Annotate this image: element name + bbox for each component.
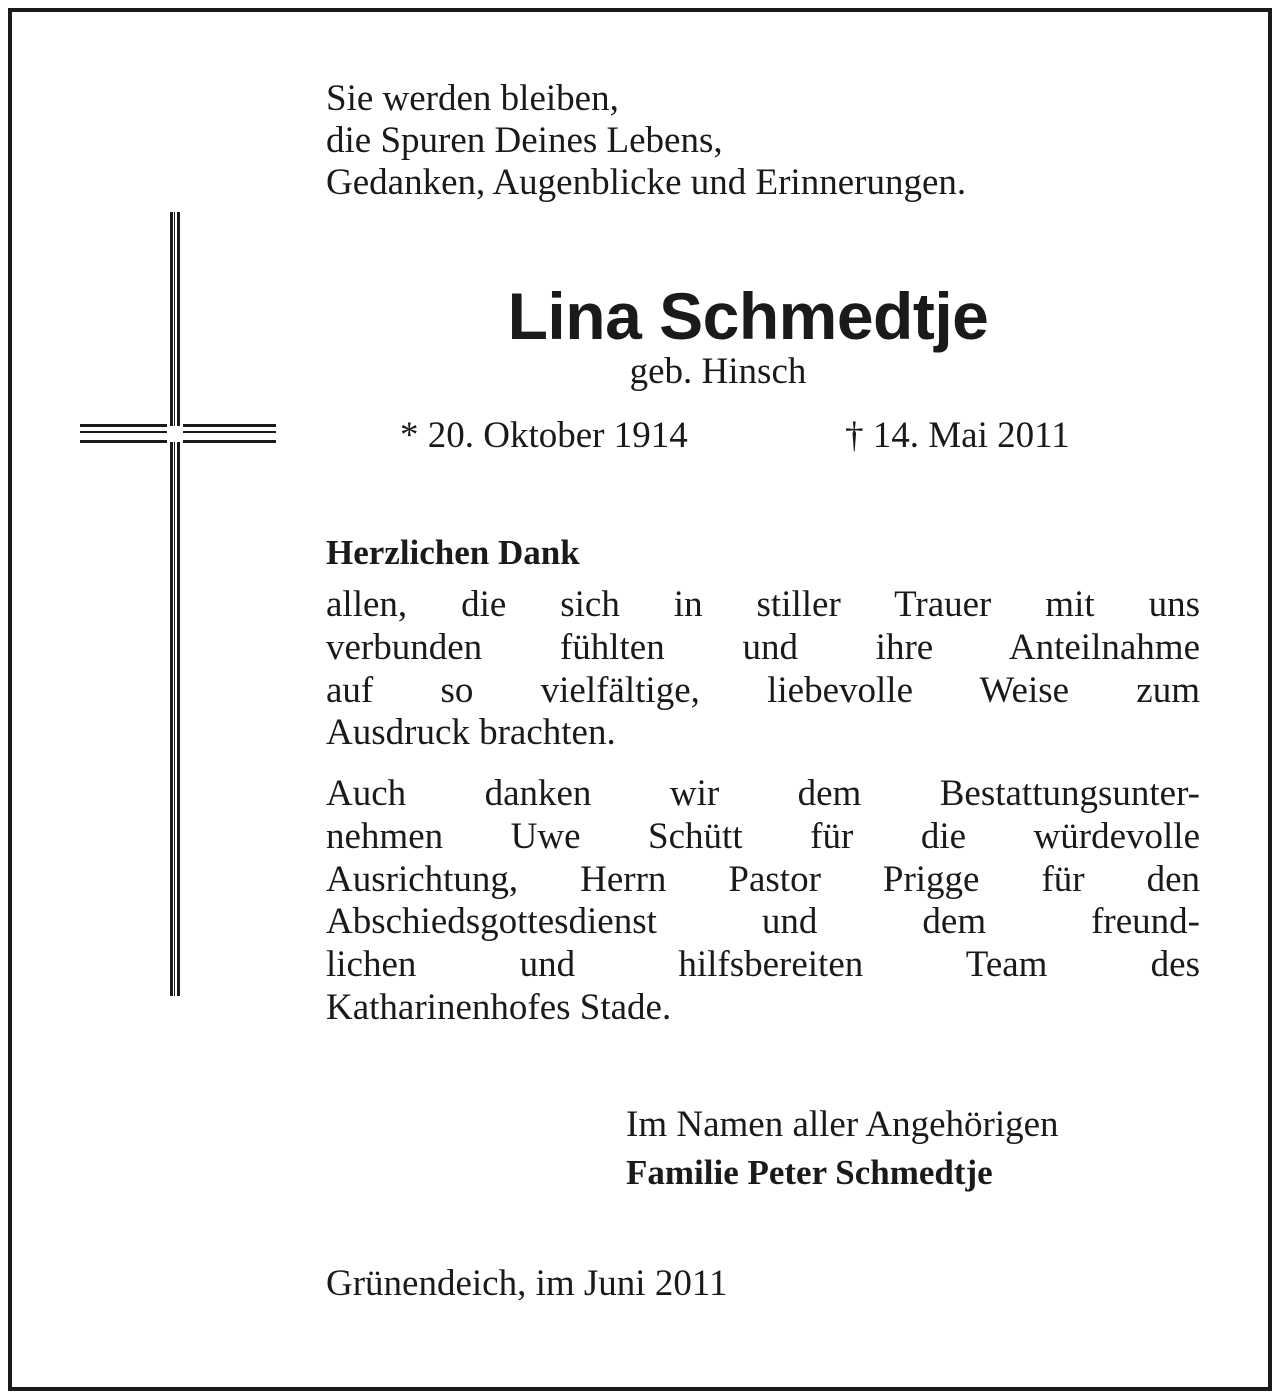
birth-name: geb. Hinsch <box>629 351 807 392</box>
death-date: † 14. Mai 2011 <box>845 415 1070 456</box>
text-line: lichen und hilfsbereiten Team des <box>326 944 1200 986</box>
text-line: nehmen Uwe Schütt für die würdevolle <box>326 815 1200 857</box>
poem-line: Sie werden bleiben, <box>326 78 619 119</box>
thanks-paragraph-1 <box>326 584 1200 755</box>
birth-name-row <box>326 350 1200 394</box>
life-dates <box>400 414 1070 458</box>
text-line: Ausdruck brachten. <box>326 712 616 754</box>
cross-icon <box>0 0 300 1010</box>
signature-family: Familie Peter Schmedtje <box>626 1153 993 1192</box>
text-line: verbunden fühlten und ihre Anteilnahme <box>326 626 1200 668</box>
signature-line: Im Namen aller Angehörigen <box>626 1104 1059 1145</box>
text-line: Auch danken wir dem Bestattungsunter- <box>326 773 1200 814</box>
birth-date: * 20. Oktober 1914 <box>400 415 688 456</box>
text-line: Ausrichtung, Herrn Pastor Prigge für den <box>326 858 1200 900</box>
text-line: Abschiedsgottesdienst und dem freund- <box>326 901 1200 943</box>
thanks-heading: Herzlichen Dank <box>326 533 580 572</box>
place-date: Grünendeich, im Juni 2011 <box>326 1263 728 1304</box>
poem-line: Gedanken, Augenblicke und Erinnerungen. <box>326 162 967 203</box>
thanks-paragraph-2 <box>326 773 1200 1030</box>
signature <box>626 1101 1059 1197</box>
text-line: Katharinenhofes Stade. <box>326 986 672 1028</box>
text-line: auf so vielfältige, liebevolle Weise zum <box>326 669 1200 711</box>
poem <box>326 78 1200 204</box>
deceased-name-row <box>326 280 1200 352</box>
text-line: allen, die sich in stiller Trauer mit uns <box>326 584 1200 625</box>
poem-line: die Spuren Deines Lebens, <box>326 120 723 161</box>
deceased-name: Lina Schmedtje <box>507 279 989 353</box>
